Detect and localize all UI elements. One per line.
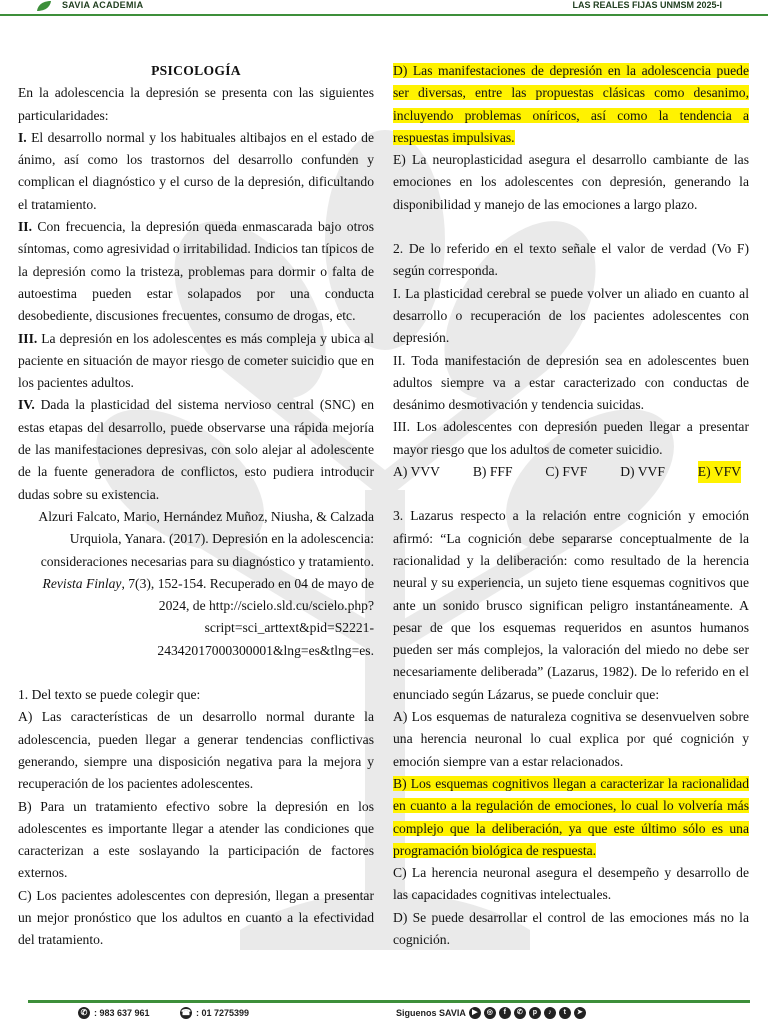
q2-option-d: D) VVF — [620, 464, 665, 480]
twitter-icon[interactable]: t — [559, 1007, 571, 1019]
leaf-logo-icon — [36, 0, 52, 12]
citation-journal: Revista Finlay — [42, 575, 122, 591]
point-text: La depresión en los adolescentes es más compleja y ubica al paciente en situación de mayor riesgo de cometer suicidio que en los pacientes adultos. — [18, 330, 374, 391]
whatsapp-icon[interactable]: ✆ — [514, 1007, 526, 1019]
tiktok-icon[interactable]: ♪ — [544, 1007, 556, 1019]
q2-option-e-highlighted: E) VFV — [698, 461, 741, 483]
q2-option-c: C) FVF — [545, 464, 588, 480]
q2-statement-1: I. La plasticidad cerebral se puede volver un aliado en cuanto al desarrollo o recuperación de los pacientes adolescentes con depresión. — [393, 285, 749, 346]
q2-option-b: B) FFF — [472, 464, 513, 480]
intro-paragraph: En la adolescencia la depresión se presenta con las siguientes particularidades: — [18, 85, 374, 123]
q1-option-a: A) Las características de un desarrollo normal durante la adolescencia, pueden llegar a generar tendencias conflictivas generando, siempre una disposición negativa para la mejora y recuperación de los pacientes adolescentes. — [18, 709, 374, 792]
point-text: El desarrollo normal y los habituales altibajos en el estado de ánimo, así como los trastornos del desarrollo confunden y complican el diagnóstico y el curso de la depresión, dificultando el tratamiento. — [18, 129, 374, 212]
q2-statement-3: III. Los adolescentes con depresión pueden llegar a presentar mayor riesgo que los adultos de cometer suicidio. — [393, 419, 749, 457]
left-column — [18, 60, 374, 952]
question-1: 1. Del texto se puede colegir que: — [18, 687, 201, 703]
q1-option-b: B) Para un tratamiento efectivo sobre la depresión en los adolescentes es importante llegar a atender las condiciones que caracterizan a este soslayando la participación de factores externos. — [18, 798, 374, 881]
contact-phone-1 — [78, 1007, 150, 1019]
telegram-icon[interactable]: ➤ — [574, 1007, 586, 1019]
q2-options — [393, 461, 749, 483]
youtube-icon[interactable]: ▶ — [469, 1007, 481, 1019]
citation — [18, 506, 374, 662]
point-2 — [18, 216, 374, 327]
phone-icon: ☎ — [181, 1008, 191, 1017]
point-4 — [18, 394, 374, 505]
point-number: III. — [18, 330, 38, 346]
point-number: IV. — [18, 397, 35, 413]
citation-authors: Alzuri Falcato, Mario, Hernández Muñoz, Niusha, & Calzada Urquiola, Yanara. (2017). Depresión en la adolescencia: consideraciones necesarias para su diagnóstico y tratamiento. — [38, 508, 374, 569]
pinterest-icon[interactable]: p — [529, 1007, 541, 1019]
instagram-icon[interactable]: ◎ — [484, 1007, 496, 1019]
highlighted-answer: B) Los esquemas cognitivos llegan a caracterizar la racionalidad en cuanto a la regulación de emociones, lo cual lo volvería más complejo que la deliberación, ya que este último sólo es una programación biológica de respuesta. — [393, 775, 749, 858]
point-1 — [18, 127, 374, 216]
q3-option-d: D) Se puede desarrollar el control de las emociones más no la cognición. — [393, 909, 749, 947]
header-exam-title: LAS REALES FIJAS UNMSM 2025-I — [572, 0, 722, 10]
point-number: II. — [18, 219, 32, 235]
highlighted-answer: D) Las manifestaciones de depresión en la adolescencia puede ser diversas, entre las propuestas clásicas como desanimo, incluyendo problemas oníricos, así como la tendencia a respuestas impulsivas. — [393, 63, 749, 145]
q3-option-a: A) Los esquemas de naturaleza cognitiva se desenvuelven sobre una herencia neuronal lo cual explica por qué cognición y emoción siempre van a estar relacionados. — [393, 709, 749, 769]
brand-name: SAVIA ACADEMIA — [62, 0, 144, 10]
contact-phone-2 — [180, 1007, 249, 1019]
q3-option-c: C) La herencia neuronal asegura el desempeño y desarrollo de las capacidades cognitivas intelectuales. — [393, 865, 749, 903]
q2-statement-2: II. Toda manifestación de depresión sea en adolescentes buen adultos siempre va a estar caracterizado con conductas de desánimo desmotivación y tendencia suicidas. — [393, 352, 749, 413]
social-links — [396, 1007, 586, 1019]
q1-option-e: E) La neuroplasticidad asegura el desarrollo cambiante de las emociones en los adolescentes con depresión, generando la disponibilidad y manejo de las emociones a largo plazo. — [393, 152, 749, 212]
q1-option-c: C) Los pacientes adolescentes con depresión, llegan a presentar un mejor pronóstico que los adultos en cuanto a la efectividad del tratamiento. — [18, 887, 374, 948]
footer — [0, 1004, 768, 1024]
phone-number: : 983 637 961 — [94, 1008, 150, 1018]
section-title: PSICOLOGÍA — [151, 63, 241, 78]
question-3: 3. Lazarus respecto a la relación entre cognición y emoción afirmó: “La cognición debe separarse conceptualmente de la racionalidad y la deliberación: como resultado de la herencia neural y su experiencia, un sujeto tiene esquemas cognitivos que ante un sonido brusco significan peligro instantáneamente. A pesar de que los esquemas requeridos en asuntos humanos pueden ser más complejos, la valoración del miedo no debe ser necesariamente deliberada” (Lazarus, 1982). De lo referido en el enunciado según Lázarus, se puede concluir que: — [393, 508, 749, 702]
header-bar — [0, 0, 768, 16]
point-text: Con frecuencia, la depresión queda enmascarada bajo otros síntomas, como agresividad o irritabilidad. Indicios tan típicos de la depresión como la tristeza, problemas para dormir o falta de autoestima pueden estar solapados por una conducta desobediente, discusiones frecuentes, consumo de drogas, etc. — [18, 219, 374, 324]
point-text: Dada la plasticidad del sistema nervioso central (SNC) en estas etapas del desarrollo, puede observarse una rápida mejoría de las manifestaciones depresivas, con solo alejar al adolescente de la fuente generadora de conflictos, esto pudiera introducir dudas sobre su existencia. — [18, 397, 374, 502]
citation-source: , 7(3), 152-154. Recuperado en 04 de mayo de 2024, de http://scielo.sld.cu/scielo.php?script=sci_arttext&pid=S2221-24342017000300001&lng=es&tlng=es. — [121, 575, 374, 658]
question-2: 2. De lo referido en el texto señale el valor de verdad (Vo F) según corresponda. — [393, 241, 749, 279]
point-number: I. — [18, 129, 27, 145]
phone-number: : 01 7275399 — [196, 1008, 250, 1018]
q3-option-b — [393, 773, 749, 862]
footer-divider — [28, 1000, 750, 1003]
right-column — [393, 60, 749, 951]
q1-option-d — [393, 60, 749, 149]
q2-option-a: A) VVV — [393, 464, 440, 480]
follow-label: Siguenos SAVIA — [396, 1008, 466, 1018]
whatsapp-icon: ✆ — [78, 1007, 90, 1019]
point-3 — [18, 328, 374, 395]
facebook-icon[interactable]: f — [499, 1007, 511, 1019]
